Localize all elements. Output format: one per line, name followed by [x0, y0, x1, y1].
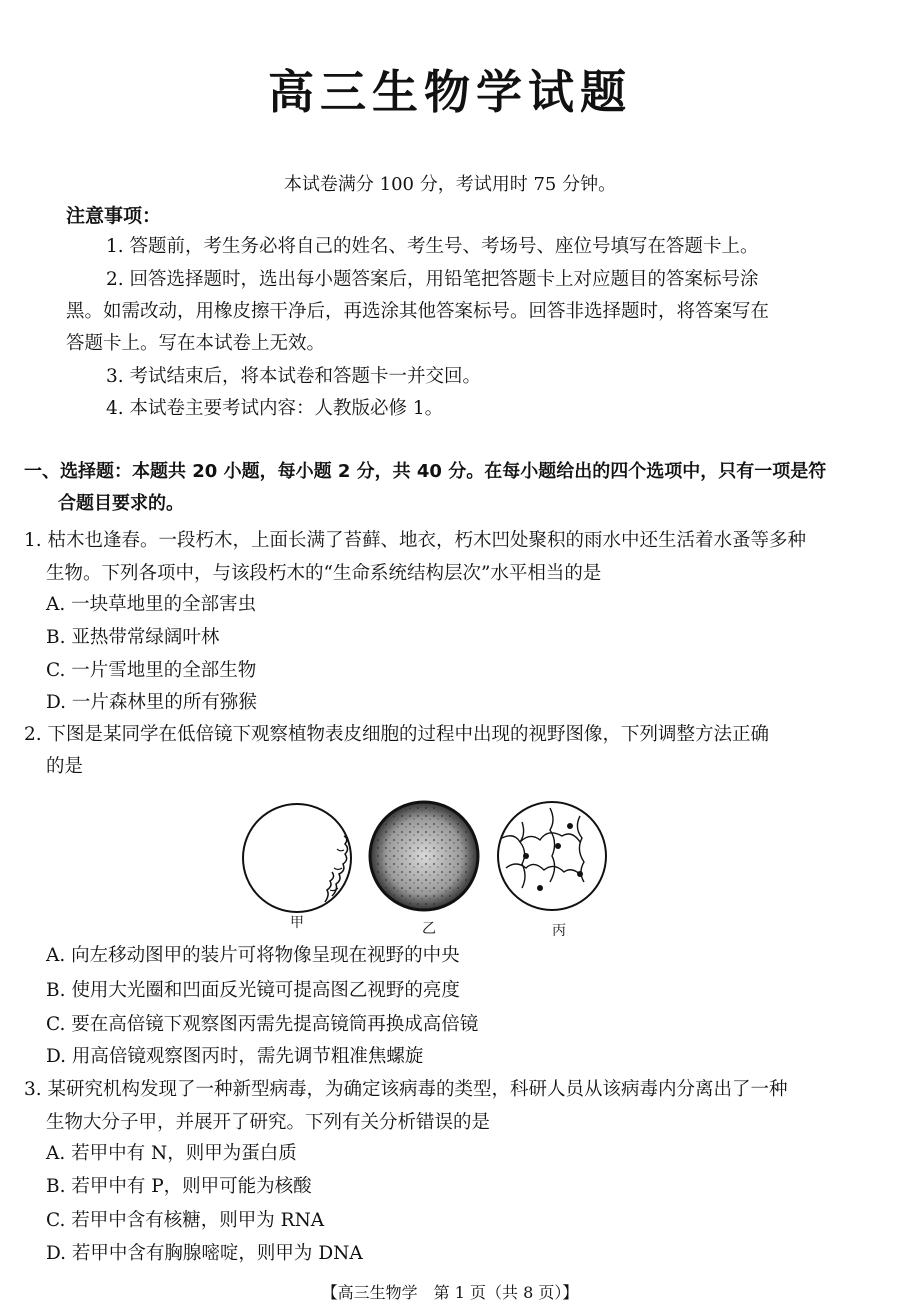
section-heading-line-1: 一、选择题：本题共 20 小题，每小题 2 分，共 40 分。在每小题给出的四个选项中，只有一项是符 — [24, 461, 827, 482]
view-bing — [498, 802, 606, 910]
question-2-option-c: C. 要在高倍镜下观察图丙需先提高镜筒再换成高倍镜 — [46, 1014, 479, 1035]
question-2-stem-line-2: 的是 — [46, 756, 84, 777]
question-2-stem-line-1: 2. 下图是某同学在低倍镜下观察植物表皮细胞的过程中出现的视野图像，下列调整方法正确 — [24, 724, 770, 745]
question-1-option-c: C. 一片雪地里的全部生物 — [46, 660, 257, 681]
view-jia — [243, 804, 351, 912]
question-3-stem-line-2: 生物大分子甲，并展开了研究。下列有关分析错误的是 — [46, 1112, 491, 1133]
view-yi — [370, 802, 478, 910]
question-2-option-a: A. 向左移动图甲的装片可将物像呈现在视野的中央 — [46, 945, 460, 966]
page-title: 高三生物学试题 — [268, 65, 632, 119]
question-2-option-d: D. 用高倍镜观察图丙时，需先调节粗准焦螺旋 — [46, 1046, 424, 1067]
notice-item-4: 4. 本试卷主要考试内容：人教版必修 1。 — [106, 398, 444, 419]
question-3-option-b: B. 若甲中有 P，则甲可能为核酸 — [46, 1176, 312, 1197]
page-footer: 【高三生物学 第 1 页（共 8 页）】 — [321, 1283, 579, 1302]
figure-label-bing: 丙 — [552, 923, 566, 939]
exam-info: 本试卷满分 100 分，考试用时 75 分钟。 — [283, 174, 617, 195]
question-1-option-a: A. 一块草地里的全部害虫 — [46, 594, 257, 615]
notice-heading: 注意事项： — [66, 205, 162, 227]
question-1-option-d: D. 一片森林里的所有猕猴 — [46, 692, 257, 713]
figure-label-jia: 甲 — [290, 915, 304, 931]
section-heading — [24, 456, 884, 520]
notice-item-2-line-1: 2. 回答选择题时，选出每小题答案后，用铅笔把答题卡上对应题目的答案标号涂 — [106, 269, 759, 290]
notice-item-2-line-2: 黑。如需改动，用橡皮擦干净后，再选涂其他答案标号。回答非选择题时，将答案写在 — [66, 301, 770, 322]
notice-item-1: 1. 答题前，考生务必将自己的姓名、考生号、考场号、座位号填写在答题卡上。 — [106, 236, 759, 257]
question-1-option-b: B. 亚热带常绿阔叶林 — [46, 627, 220, 648]
question-1-stem-line-1: 1. 枯木也逢春。一段朽木，上面长满了苔藓、地衣，朽木凹处聚积的雨水中还生活着水蚤等多种 — [24, 530, 807, 551]
question-3-option-d: D. 若甲中含有胸腺嘧啶，则甲为 DNA — [46, 1243, 363, 1264]
question-3-option-a: A. 若甲中有 N，则甲为蛋白质 — [46, 1143, 297, 1164]
section-heading-line-2: 合题目要求的。 — [58, 493, 184, 514]
question-2-option-b: B. 使用大光圈和凹面反光镜可提高图乙视野的亮度 — [46, 980, 460, 1001]
question-1-stem-line-2: 生物。下列各项中，与该段朽木的“生命系统结构层次”水平相当的是 — [46, 563, 602, 584]
microscope-figure — [240, 798, 620, 938]
question-3-option-c: C. 若甲中含有核糖，则甲为 RNA — [46, 1210, 325, 1231]
notice-item-2-line-3: 答题卡上。写在本试卷上无效。 — [66, 333, 326, 354]
question-3-stem-line-1: 3. 某研究机构发现了一种新型病毒，为确定该病毒的类型，科研人员从该病毒内分离出了一种 — [24, 1079, 788, 1100]
notice-item-3: 3. 考试结束后，将本试卷和答题卡一并交回。 — [106, 366, 482, 387]
figure-label-yi: 乙 — [422, 921, 436, 937]
